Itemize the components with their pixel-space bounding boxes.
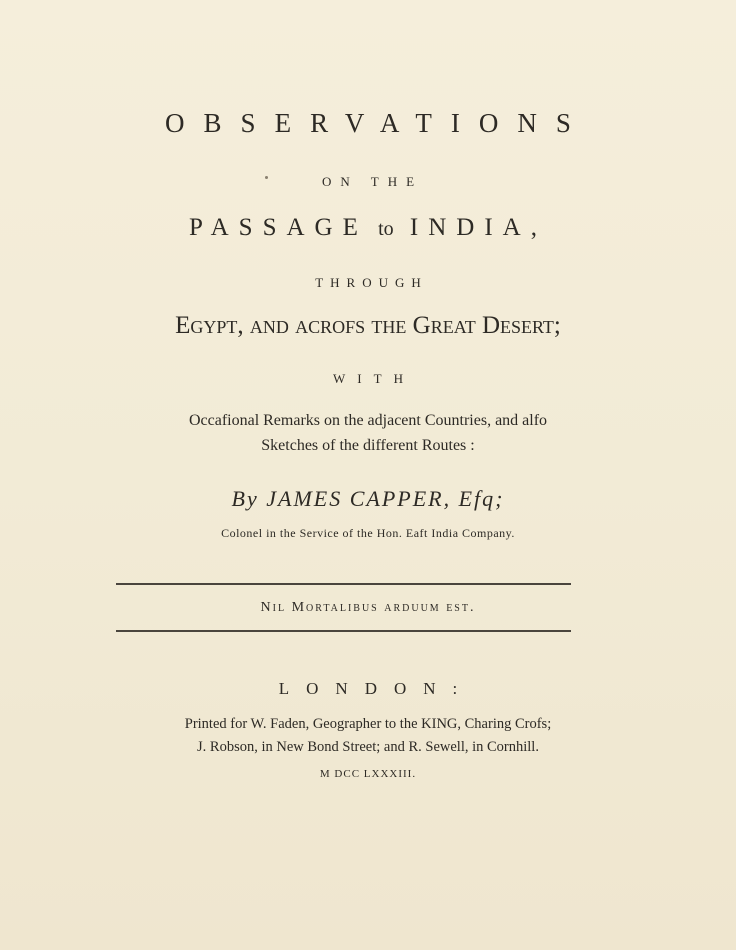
title-connector-through: THROUGH xyxy=(315,275,428,290)
title-to: to xyxy=(378,218,394,240)
title-india: INDIA, xyxy=(409,214,547,241)
divider-top xyxy=(116,583,571,585)
imprint-place: LONDON: xyxy=(278,679,475,698)
imprint-printer-1: Printed for W. Faden, Geographer to the KING, Charing Crofs; xyxy=(184,716,552,732)
subtitle-line-1: Occafional Remarks on the adjacent Countries, and alfo xyxy=(188,412,548,429)
subtitle-line-2: Sketches of the different Routes : xyxy=(261,437,475,454)
motto: Nil Mortalibus arduum est. xyxy=(260,600,476,615)
title-passage-line xyxy=(0,214,736,242)
author-line: By JAMES CAPPER, Efq; xyxy=(231,486,505,511)
title-connector-on-the: ON THE xyxy=(321,174,424,189)
divider-bottom xyxy=(116,630,571,632)
imprint-year: M DCC LXXXIII. xyxy=(319,768,417,780)
book-title: OBSERVATIONS xyxy=(165,108,590,138)
imprint-printer-2: J. Robson, in New Bond Street; and R. Sewell, in Cornhill. xyxy=(197,739,539,755)
title-connector-with: WITH xyxy=(333,371,415,386)
title-egypt-line: Egypt, and acrofs the Great Desert; xyxy=(175,312,561,339)
title-passage: PASSAGE xyxy=(189,214,368,241)
author-rank: Colonel in the Service of the Hon. Eaft India Company. xyxy=(221,526,515,540)
